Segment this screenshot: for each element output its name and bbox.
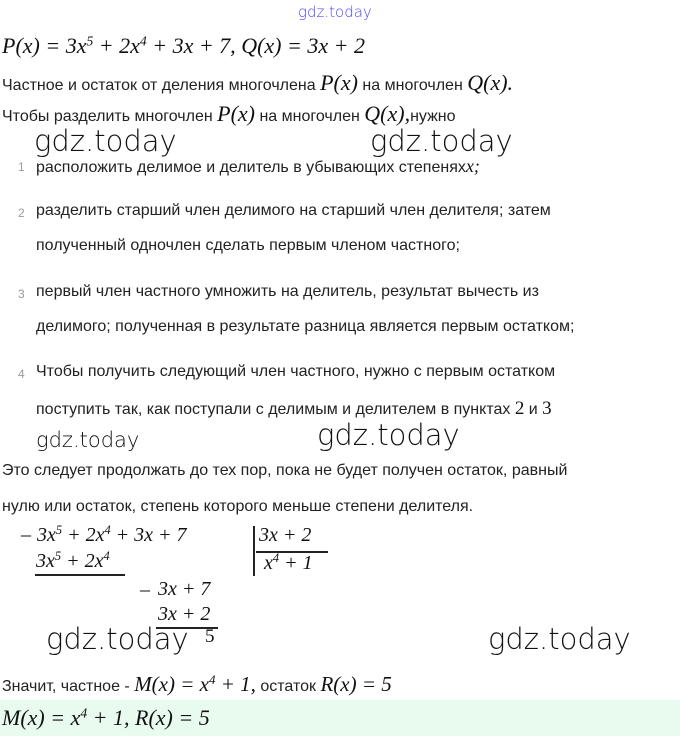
q-polynomial: Q(x) = 3x + 2 bbox=[241, 33, 365, 58]
result-label: Значит, частное - bbox=[2, 678, 130, 695]
problem-statement bbox=[2, 33, 365, 59]
step-line: поступить так, как поступали с делимым и делителем в пунктах bbox=[36, 401, 511, 418]
step-ref: 2 bbox=[514, 398, 525, 419]
step-and: и bbox=[528, 401, 538, 418]
step-line: Чтобы получить следующий член частного, нужно с первым остатком bbox=[36, 363, 556, 380]
minus-sign: _ bbox=[140, 572, 150, 594]
watermark: gdz.today bbox=[317, 418, 460, 452]
intro-q: Q(x), bbox=[364, 101, 411, 126]
quotient-result: $M(x) = x^4 + 1$, bbox=[134, 671, 256, 696]
step-number: 2 bbox=[18, 206, 25, 220]
quotient: $x^4 + 1$ bbox=[264, 551, 313, 574]
remainder-result: R(x) = 5 bbox=[320, 672, 392, 696]
division-rule bbox=[35, 574, 125, 576]
step-number: 1 bbox=[18, 160, 25, 174]
p-mid: + 2x bbox=[93, 33, 140, 58]
p-exp4: 4 bbox=[139, 33, 147, 49]
intro-text: Частное и остаток от деления многочлена bbox=[2, 77, 316, 94]
watermark: gdz.today bbox=[370, 124, 513, 158]
step-line-4b bbox=[36, 398, 552, 420]
intro-q: Q(x). bbox=[467, 70, 514, 95]
divisor: 3x + 2 bbox=[259, 524, 312, 546]
step-1-text bbox=[36, 156, 480, 177]
p-end: + 3x + 7, bbox=[146, 33, 236, 58]
step-var: x; bbox=[465, 156, 480, 176]
step-line: первый член частного умножить на делитель, результат вычесть из bbox=[36, 283, 539, 300]
remainder-label: остаток bbox=[260, 678, 317, 695]
intro-text: на многочлен bbox=[362, 77, 463, 94]
step-line: полученный одночлен сделать первым членом частного; bbox=[36, 237, 460, 254]
intro-text: на многочлен bbox=[259, 108, 360, 125]
result-line bbox=[2, 672, 392, 697]
remainder-1: 3x + 7 bbox=[158, 578, 211, 600]
watermark: gdz.today bbox=[46, 622, 189, 656]
intro-text: Чтобы разделить многочлен bbox=[2, 108, 213, 125]
intro-p: P(x) bbox=[320, 70, 358, 95]
intro-p: P(x) bbox=[217, 101, 255, 126]
step-number: 4 bbox=[18, 367, 25, 381]
conclusion-line: Это следует продолжать до тех пор, пока не будет получен остаток, равный bbox=[2, 462, 568, 479]
step-line: разделить старший член делимого на старший член делителя; затем bbox=[36, 202, 551, 219]
step-line: делимого; полученная в результате разница является первым остатком; bbox=[36, 318, 575, 335]
step-ref: 3 bbox=[542, 398, 552, 419]
intro-text: нужно bbox=[410, 108, 456, 125]
watermark: gdz.today bbox=[36, 428, 140, 452]
watermark: gdz.today bbox=[488, 622, 631, 656]
p-exp5: 5 bbox=[86, 33, 94, 49]
watermark: gdz.today bbox=[34, 124, 177, 158]
divisor-bar bbox=[253, 526, 255, 576]
watermark-top: gdz.today bbox=[298, 3, 372, 21]
dividend: $3x^5 + 2x^4 + 3x + 7$ bbox=[37, 523, 187, 546]
step-number: 3 bbox=[18, 287, 25, 301]
final-remainder: 5 bbox=[205, 626, 215, 647]
subtrahend-1: $3x^5 + 2x^4$ bbox=[36, 549, 110, 572]
subtrahend-2: 3x + 2 bbox=[158, 603, 211, 625]
answer: $M(x) = x^4 + 1$, R(x) = 5 bbox=[2, 705, 210, 730]
intro-line-1 bbox=[2, 70, 513, 96]
minus-sign: _ bbox=[21, 517, 31, 539]
p-polynomial: P(x) = 3x bbox=[2, 33, 87, 58]
step-line: расположить делимое и делитель в убывающих степенях bbox=[36, 159, 466, 176]
conclusion-line: нулю или остаток, степень которого меньше степени делителя. bbox=[2, 498, 474, 515]
